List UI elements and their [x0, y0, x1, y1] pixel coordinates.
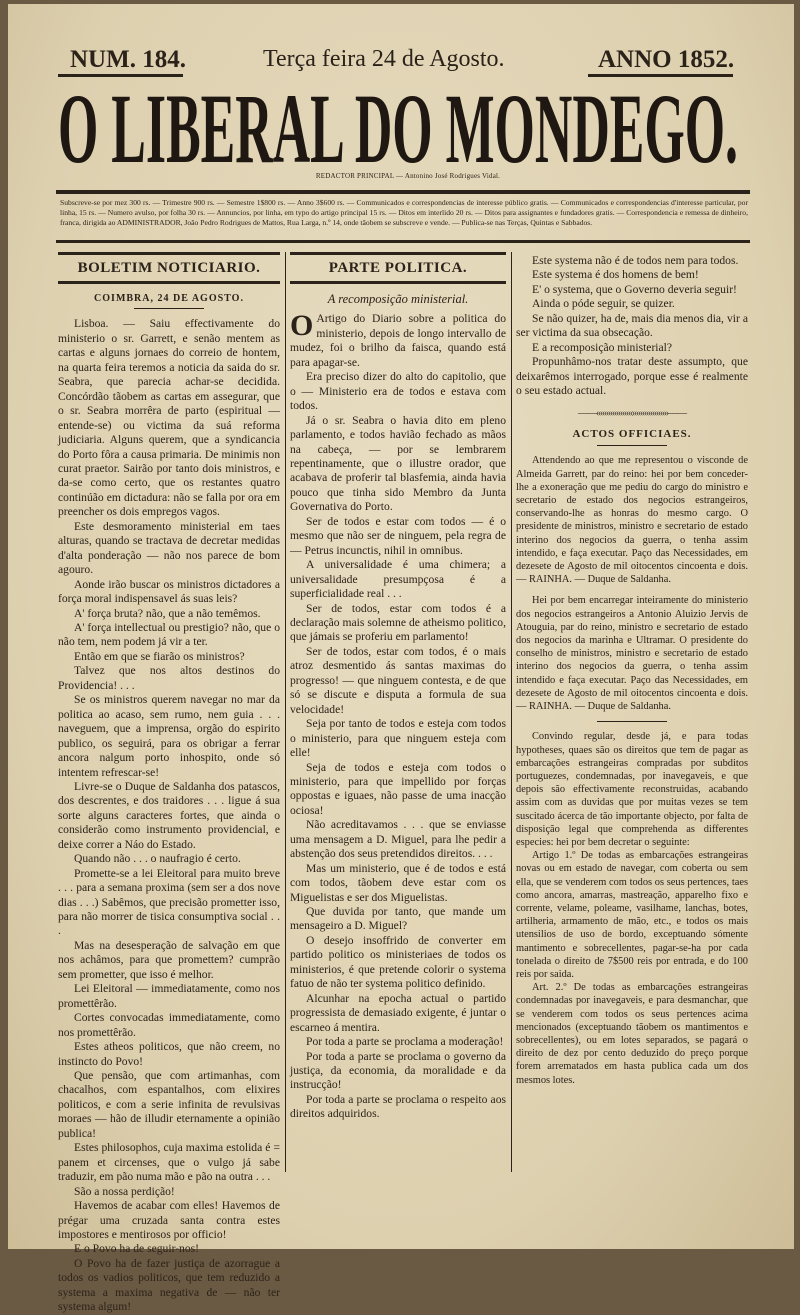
subscription-rule-top — [56, 190, 750, 194]
paragraph: E o Povo ha de seguir-nos! — [74, 1242, 200, 1256]
paragraph: E' o systema, que o Governo deveria seguir! — [532, 282, 737, 296]
paragraph: Mas um ministerio, que é de todos e está com todos, tãobem deve estar com os Miguelistas e ser dos Miguelistas. — [290, 861, 506, 904]
right-column — [516, 254, 748, 1095]
issue-year: ANNO 1852. — [598, 46, 735, 73]
decree-paragraph: Hei por bem encarregar inteiramente do ministerio dos negocios estrangeiros a Antonio Aluizio Jervis de Atouguia, par do reino, ministro e secretario de estado dos negocios da marinha e Ultramar. O presidente do conselho de ministros, ministro e secretario de estado interino dos negocios da guerra, o tenha assim intendido e faça executar. Paço das Necessidades, em dezesete de Agosto de mil oitocentos cincoenta e dois. — RAINHA. — Duque de Saldanha. — [516, 595, 748, 713]
subscription-rule-bottom — [56, 240, 750, 243]
divider — [134, 308, 204, 309]
article-body — [290, 309, 506, 1121]
masthead-rule-left — [58, 74, 183, 77]
paragraph: Que pensão, que com artimanhas, com chacalhos, com espantalhos, com elixires politicos, e com a serie infinita de revulsivas moraes — hão de illudir eternamente a opinião publica! — [58, 1069, 280, 1140]
newspaper-title — [58, 84, 748, 174]
paragraph: Lei Eleitoral — immediatamente, como nos promettêrão. — [58, 982, 280, 1010]
article-body — [58, 317, 280, 1314]
section-heading-boletim: BOLETIM NOTICIARIO. — [58, 252, 280, 284]
left-column — [58, 252, 280, 1315]
decree-paragraph: Art. 2.º De todas as embarcações estrangeiras condemnadas por inavegaveis, e para desmanchar, que se venderem com todos os seus pertences acima mencionados (exceptuando tãobem os mantimentos e sobrecellentes), ou em lotes separados, se pagará o direito de dez por cento deduzido do preço porque forem arrematados em hasta publica cada um dos mesmos lotes. — [516, 982, 748, 1086]
issue-number: NUM. 184. — [70, 46, 186, 73]
divider — [597, 721, 667, 722]
decree-paragraph: Convindo regular, desde já, e para todas hypotheses, quaes são os direitos que tem de pagar as embarcações estrangeiras compradas por subditos portuguezes, condemnadas, por inavegaveis, e que depois são effectivamente reconstruidas, acabando assim com as duvidas que por muitas vezes se tem suscitado ácerca de tão importante objecto, por falta de disposição legal que comprehenda as differentes especies: hei por bem decretar o seguinte: — [516, 731, 748, 848]
decree — [516, 594, 748, 713]
redactor-line: REDACTOR PRINCIPAL — Antonino José Rodrigues Vidal. — [315, 172, 501, 180]
paragraph: OArtigo do Diario sobre a politica do ministerio, depois de longo intervallo de mudez, foi o brilho da faisca, quando está para apagar-se. — [290, 309, 506, 369]
paragraph: Quando não . . . o naufragio é certo. — [74, 852, 241, 866]
paragraph: Promette-se a lei Eleitoral para muito breve . . . para a semana proxima (sem ser a dos nove dias . . .) Sabêmos, que precisão prometter isso, para não morrer de tisica consumptiva social . . . — [58, 866, 280, 938]
paragraph: O Povo ha de fazer justiça de azorrague a todos os vadios politicos, que tem reduzido a systema a maxima negativa de — não ter systema algum! — [58, 1256, 280, 1314]
subscription-info: Subscreve-se por mez 300 rs. — Trimestre 900 rs. — Semestre 1$800 rs. — Anno 3$600 rs. — Communicados e correspondencias de interesse público gratis. — Communicados e correspondencias d'interesse particular, por linha, 15 rs. — Numero avulso, por folha 30 rs. — Annuncios, por linha, em typo do artigo principal 15 rs. — Ditos em interlido 20 rs. — Ditos para assignantes e fundadores gratis. — Correspondencia e remessa de dinheiro, franca, dirigida ao ADMINISTRADOR, João Pedro Rodrigues de Mattos, Rua Larga, n.º 14, onde tãobem se subscreve e vende. — Publica-se nas Terças, Quintas e Sabbados. — [60, 198, 748, 227]
paragraph: Ser de todos e estar com todos — é o mesmo que não ser de ninguem, pela regra de — Petrus incunctis, nihil in omnibus. — [290, 514, 506, 557]
ornament-divider: ——«««««««««»»»»»»»»»—— — [578, 407, 686, 419]
column-divider — [511, 252, 512, 1172]
paragraph: Alcunhar na epocha actual o partido progressista de demasiado exigente, é juntar o escarneo á mentira. — [290, 991, 506, 1034]
section-heading-parte-politica: PARTE POLITICA. — [290, 252, 506, 284]
dateline: COIMBRA, 24 DE AGOSTO. — [94, 293, 244, 304]
paragraph: A' força intellectual ou prestigio? não, que o não tem, nem podem já vir a ter. — [58, 620, 280, 649]
paragraph: Estes philosophos, cuja maxima estolida é = panem et circenses, que o vulgo já sabe traduzir, em pão numa mão e pão na outra . . . — [58, 1141, 280, 1184]
paragraph: Ainda o póde seguir, se quizer. — [532, 297, 675, 311]
decree — [516, 454, 748, 586]
paragraph: Que duvida por tanto, que mande um mensageiro a D. Miguel? — [290, 905, 506, 933]
newspaper-page — [8, 4, 794, 1314]
paragraph: Livre-se o Duque de Saldanha dos patascos, dos descrentes, e dos traidores . . . ligue á sua sorte alguns caracteres fortes, que ainda o considerão como instrumento providencial, e deixe correr a Náo do Estado. — [58, 779, 280, 851]
masthead-rule-right — [588, 74, 733, 77]
paragraph: São a nossa perdição! — [74, 1184, 175, 1198]
paragraph: Este systema não é de todos nem para todos. — [532, 254, 739, 267]
paragraph: Seja de todos e esteja com todos o ministerio, para que impellido por forças oppostas e iguaes, não passe de uma inacção ociosa! — [290, 760, 506, 817]
paragraph: Estes atheos politicos, que não creem, no instincto do Povo! — [58, 1040, 280, 1068]
middle-column — [290, 252, 506, 1122]
paragraph: Cortes convocadas immediatamente, como nos promettêrão. — [58, 1011, 280, 1039]
paragraph: E a recomposição ministerial? — [532, 340, 673, 354]
decree-paragraph: Attendendo ao que me representou o visconde de Almeida Garrett, par do reino: hei por bem conceder-lhe a exoneração que me pediu do cargo do ministro e secretario de estado dos negocios estrangeiros, conservando-lhe as honras do mesmo cargo. O presidente de ministros, ministro e secretario de estado interino dos negocios da guerra, o tenha assim intendido, e faça executar. Paço das Necessidades, em dezesete de Agosto de mil oitocentos cincoenta e dois. — RAINHA. — Duque de Saldanha. — [516, 455, 748, 586]
paragraph: Não acreditavamos . . . que se enviasse uma mensagem a D. Miguel, para lhe pedir a abstenção dos seus pretendidos direitos. . . . — [290, 818, 506, 861]
column-divider — [285, 252, 286, 1172]
paragraph: Este systema é dos homens de bem! — [532, 268, 699, 282]
divider — [597, 445, 667, 446]
paragraph: Havemos de acabar com elles! Havemos de prégar uma cruzada santa contra estes impostores e mentirosos por officio! — [58, 1199, 280, 1241]
paragraph: A universalidade é uma chimera; a universalidade presumpçosa é a superficialidade real . . . — [290, 558, 506, 601]
paragraph: A' força bruta? não, que a não temêmos. — [74, 606, 261, 620]
paragraph: Então em que se fiarão os ministros? — [74, 649, 245, 663]
paragraph: Ser de todos, estar com todos, é o mais atroz desmentido ás santas maximas do progresso! — que ninguem contesta, e de que só se discute e disputa a formula de sua velocidade! — [290, 644, 506, 716]
official-acts — [516, 454, 748, 1086]
article-title: A recomposição ministerial. — [327, 292, 469, 306]
issue-date: Terça feira 24 de Agosto. — [263, 46, 505, 72]
paragraph: Era preciso dizer do alto do capitolio, que o — Ministerio era de todos e estava com todos. — [290, 370, 506, 413]
paragraph: Aonde irão buscar os ministros dictadores a força moral indispensavel ás suas leis? — [58, 577, 280, 606]
paragraph: Este desmoramento ministerial em taes alturas, quando se tractava de decretar medidas d'alta ponderação — não nos parece de bom agouro. — [58, 519, 280, 577]
paragraph: Se os ministros querem navegar no mar da politica ao acaso, sem rumo, nem guia . . . naveguem, que a imprensa, orgão do espirito publico, os seguirá, para os obrigar a ferrar ancora nalgum porto inhospito, onde só intentem refrescar-se! — [58, 693, 280, 779]
paragraph: Talvez que nos altos destinos do Providencia! . . . — [58, 664, 280, 692]
article-body-continued — [516, 254, 748, 399]
paragraph: Por toda a parte se proclama a moderação! — [306, 1035, 504, 1049]
paragraph: Por toda a parte se proclama o governo da justiça, da economia, da moralidade e da instrucção! — [290, 1049, 506, 1092]
paragraph: Já o sr. Seabra o havia dito em pleno parlamento, e todos havião fechado as mãos na cabeça, — por se lembrarem repentinamente, que o illustre orador, que acabava de proferir tal blasfemia, ainda havia pouco que tinha sido Membro da Junta Governativa do Porto. — [290, 413, 506, 514]
decree-paragraph: Artigo 1.º De todas as embarcações estrangeiras novas ou em estado de navegar, com coberta ou sem ella, que se venderem com todos os seus pertences, taes como ancora, amarras, mastreação, apparelho fixo e corrente, velame, poleame, vasilhame, lanchas, botes, artilheria, armamento de mão, etc., e todos os mais utensilios de uso de bordo, exceptuando sómente mantimento e sobrecellentes, pagar-se-ha por cada tonelada o direito de 7$500 reis por entrada, e do 100 reis por saida. — [516, 850, 748, 980]
section-heading-actos-officiaes: ACTOS OFFICIAES. — [572, 427, 692, 440]
paragraph: Propunhâmo-nos tratar deste assumpto, que deixarêmos interrogado, porque esse é realmente o seu estado actual. — [516, 355, 748, 398]
paragraph: Mas na desesperação de salvação em que nos achâmos, para que promettem? cumprão sem prometter, que isso é melhor. — [58, 938, 280, 981]
paragraph: Ser de todos, estar com todos é a declaração mais solemne de atheismo politico, que jámais se proferiu em parlamento! — [290, 601, 506, 644]
paragraph: Se não quizer, ha de, mais dia menos dia, vir a ser victima da sua obsecação. — [516, 311, 748, 340]
paragraph: Lisboa. — Saiu effectivamente do ministerio o sr. Garrett, e senão mentem as cartas e alguns jornaes do correio de hontem, na quarta feira teremos a noticia da saida do sr. Seabra, que parecia achar-se decidida. Concórdão tãobem as cartas em assegurar, que o sr. Seabra morrêra de parto (espiritual — entende-se) ou victima da suá reforma judiciaria. Alguns querem, que a syndicancia do Porto fôra a causa primaria. De minimis non curat praetor. Sairão por tanto dois ministros, e da-se como certo, que os restantes quatro continúão em dictadura: não se falla por ora em preencher os dois empregos vagos. — [58, 317, 280, 519]
paragraph: Por toda a parte se proclama o respeito aos direitos adquiridos. — [290, 1092, 506, 1121]
paragraph: Seja por tanto de todos e esteja com todos o ministerio, para que ninguem esteja com elle! — [290, 717, 506, 760]
title-text: O LIBERAL DO MONDEGO. — [58, 84, 739, 174]
paragraph: O desejo insoffrido de converter em partido politico os ministeriaes de todos os ministerios, é que pretende colorir o systema fatuo de não ter systema politico definido. — [290, 933, 506, 991]
decree — [516, 730, 748, 1086]
